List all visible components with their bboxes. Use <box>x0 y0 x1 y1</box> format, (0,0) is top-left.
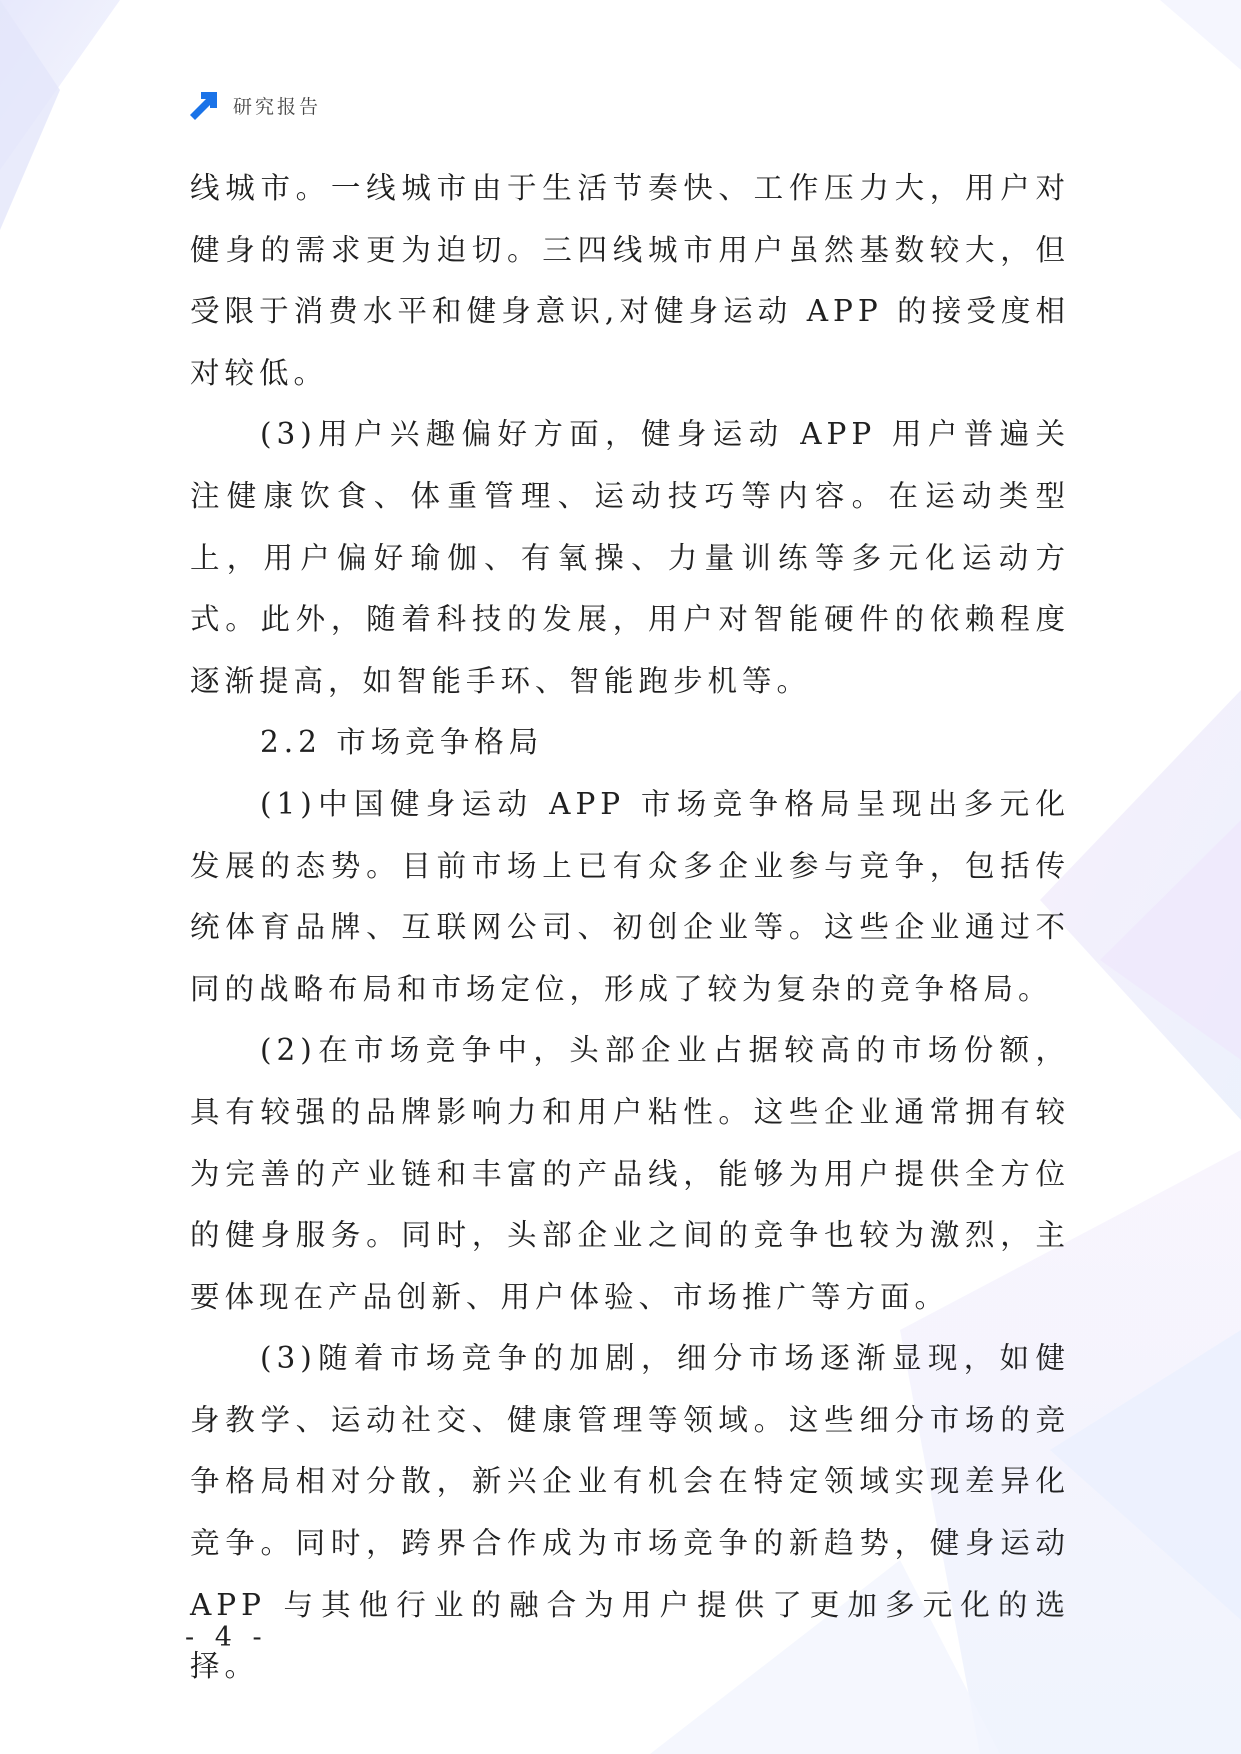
paragraph-competition-1: (1)中国健身运动 APP 市场竞争格局呈现出多元化发展的态势。目前市场上已有众多企业参与竞争，包括传统体育品牌、互联网公司、初创企业等。这些企业通过不同的战略布局和市场定位，形成了较为复杂的竞争格局。 <box>190 786 1070 1006</box>
section-heading: 2.2 市场竞争格局 <box>260 725 544 760</box>
document-body <box>190 158 1070 1698</box>
arrow-up-right-icon <box>187 88 221 122</box>
report-header <box>187 88 321 122</box>
paragraph-continuation: 线城市。一线城市由于生活节奏快、工作压力大，用户对健身的需求更为迫切。三四线城市用户虽然基数较大，但受限于消费水平和健身意识,对健身运动 APP 的接受度相对较低。 <box>190 171 1070 390</box>
page-number: - 4 - <box>185 1622 268 1653</box>
header-label: 研究报告 <box>233 95 322 118</box>
paragraph-competition-3: (3)随着市场竞争的加剧，细分市场逐渐显现，如健身教学、运动社交、健康管理等领域。这些细分市场的竞争格局相对分散，新兴企业有机会在特定领域实现差异化竞争。同时，跨界合作成为市场竞争的新趋势，健身运动 APP 与其他行业的融合为用户提供了更加多元化的选择。 <box>190 1341 1070 1684</box>
paragraph-user-interest: (3)用户兴趣偏好方面，健身运动 APP 用户普遍关注健康饮食、体重管理、运动技巧等内容。在运动类型上，用户偏好瑜伽、有氧操、力量训练等多元化运动方式。此外，随着科技的发展，用户对智能硬件的依赖程度逐渐提高，如智能手环、智能跑步机等。 <box>190 417 1070 698</box>
paragraph-competition-2: (2)在市场竞争中，头部企业占据较高的市场份额，具有较强的品牌影响力和用户粘性。这些企业通常拥有较为完善的产业链和丰富的产品线，能够为用户提供全方位的健身服务。同时，头部企业之间的竞争也较为激烈，主要体现在产品创新、用户体验、市场推广等方面。 <box>190 1033 1070 1314</box>
